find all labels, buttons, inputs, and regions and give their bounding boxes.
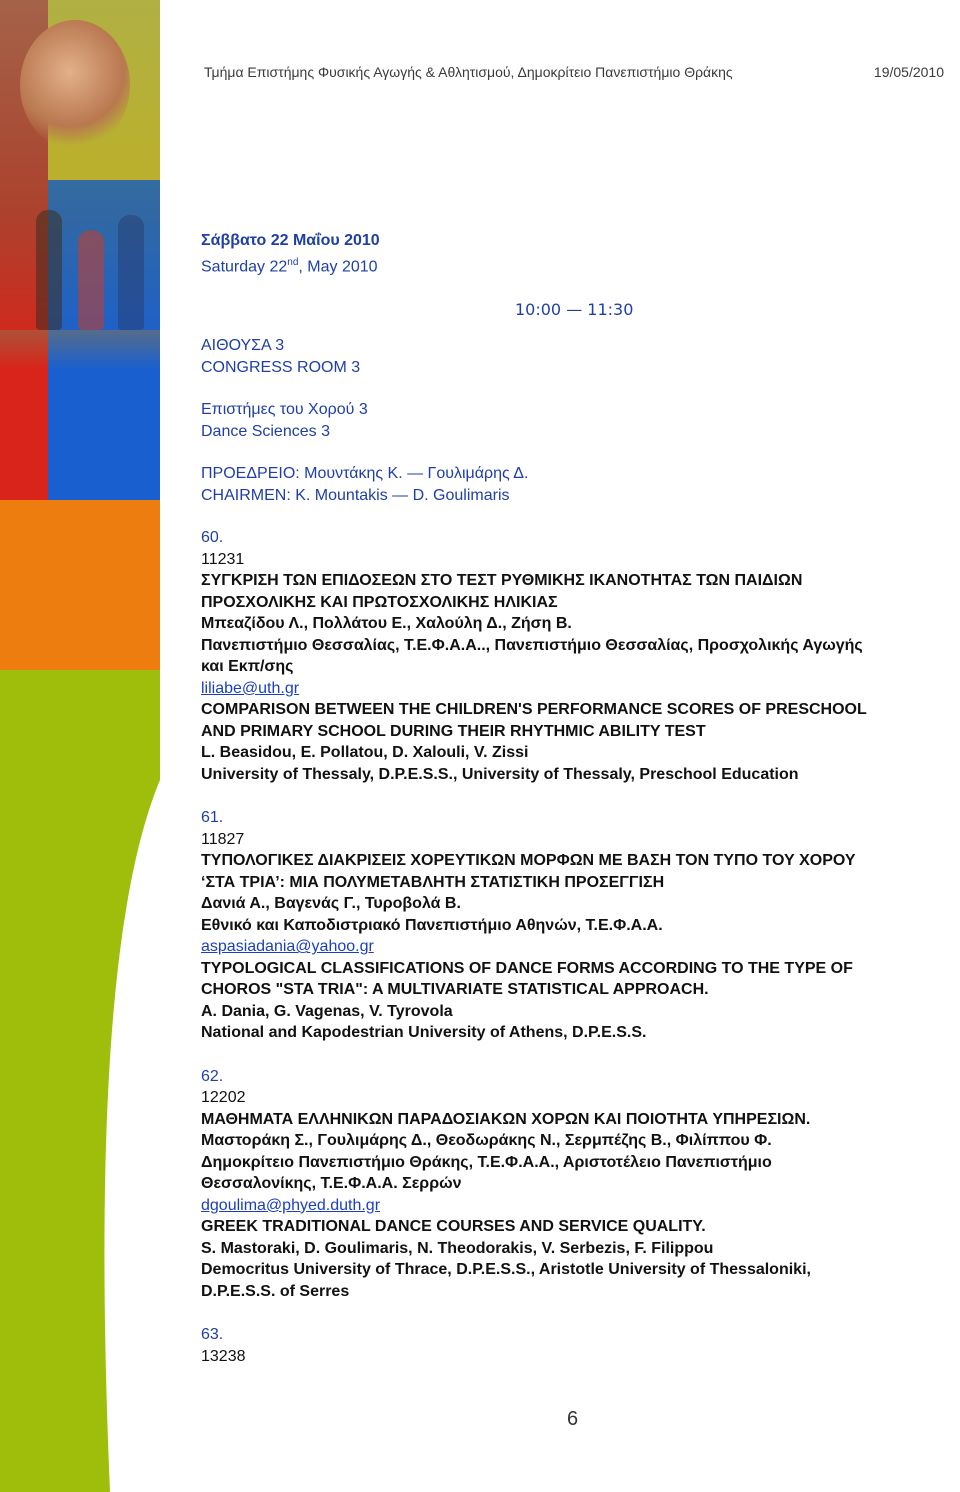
item-number: 63. <box>201 1326 224 1344</box>
abstract-item <box>201 1324 946 1367</box>
item-title-greek: ΤΥΠΟΛΟΓΙΚΕΣ ΔΙΑΚΡΙΣΕΙΣ ΧΟΡΕΥΤΙΚΩΝ ΜΟΡΦΩΝ ΜΕ ΒΑΣΗ ΤΟΝ ΤΥΠΟ ΤΟΥ ΧΟΡΟΥ <box>201 852 856 870</box>
header-institution: Τμήμα Επιστήμης Φυσικής Αγωγής & Αθλητισμού, Δημοκρίτειο Πανεπιστήμιο Θράκης <box>204 64 733 80</box>
page-header <box>204 64 944 80</box>
item-number: 61. <box>201 809 224 827</box>
ground <box>0 330 160 370</box>
session-day-english <box>201 252 946 278</box>
child-face <box>20 20 130 150</box>
item-email-link[interactable]: dgoulima@phyed.duth.gr <box>201 1196 381 1214</box>
decorative-side-panel <box>0 0 160 1492</box>
child-figure <box>78 230 104 330</box>
topic-english: Dance Sciences 3 <box>201 422 330 440</box>
item-title-english: COMPARISON BETWEEN THE CHILDREN'S PERFORMANCE SCORES OF PRESCHOOL <box>201 701 867 719</box>
item-affiliation-english: University of Thessaly, D.P.E.S.S., University of Thessaly, Preschool Education <box>201 765 799 783</box>
abstract-item <box>201 1066 946 1303</box>
item-code: 11231 <box>201 550 245 568</box>
item-affiliation-greek: και Εκπ/σης <box>201 658 294 676</box>
item-title-greek: ΠΡΟΣΧΟΛΙΚΗΣ ΚΑΙ ΠΡΩΤΟΣΧΟΛΙΚΗΣ ΗΛΙΚΙΑΣ <box>201 593 558 611</box>
session-content <box>201 230 946 1367</box>
room-greek: ΑΙΘΟΥΣΑ 3 <box>201 337 285 355</box>
item-affiliation-greek: Πανεπιστήμιο Θεσσαλίας, Τ.Ε.Φ.Α.Α.., Πανεπιστήμιο Θεσσαλίας, Προσχολικής Αγωγής <box>201 636 863 654</box>
item-affiliation-english: D.P.E.S.S. of Serres <box>201 1282 350 1300</box>
item-email-link[interactable]: liliabe@uth.gr <box>201 679 300 697</box>
item-title-greek: ΜΑΘΗΜΑΤΑ ΕΛΛΗΝΙΚΩΝ ΠΑΡΑΔΟΣΙΑΚΩΝ ΧΟΡΩΝ ΚΑΙ ΠΟΙΟΤΗΤΑ ΥΠΗΡΕΣΙΩΝ. <box>201 1110 811 1128</box>
header-date: 19/05/2010 <box>873 64 944 80</box>
children-photo <box>0 0 160 360</box>
white-wedge-shape <box>0 780 160 1492</box>
abstract-item <box>201 807 946 1044</box>
item-authors-greek: Δανιά Α., Βαγενάς Γ., Τυροβολά Β. <box>201 895 461 913</box>
orange-band <box>0 500 160 670</box>
chair-english: CHAIRMEN: K. Mountakis — D. Goulimaris <box>201 486 510 504</box>
item-code: 11827 <box>201 830 245 848</box>
item-number: 62. <box>201 1067 224 1085</box>
item-authors-english: L. Beasidou, E. Pollatou, D. Xalouli, V. Zissi <box>201 744 529 762</box>
item-title-english: CHOROS "STA TRIA": A MULTIVARIATE STATISTICAL APPROACH. <box>201 981 709 999</box>
item-affiliation-english: National and Kapodestrian University of Athens, D.P.E.S.S. <box>201 1024 647 1042</box>
item-title-greek: ‘ΣΤΑ ΤΡΙΑ’: ΜΙΑ ΠΟΛΥΜΕΤΑΒΛΗΤΗ ΣΤΑΤΙΣΤΙΚΗ ΠΡΟΣΕΓΓΙΣΗ <box>201 873 665 891</box>
item-title-english: TYPOLOGICAL CLASSIFICATIONS OF DANCE FORMS ACCORDING TO THE TYPE OF <box>201 959 853 977</box>
day-en-sup: nd <box>287 256 299 268</box>
session-time: 10:00 — 11:30 <box>515 300 634 319</box>
item-code: 12202 <box>201 1089 246 1107</box>
item-authors-greek: Μαστοράκη Σ., Γουλιμάρης Δ., Θεοδωράκης Ν., Σερμπέζης Β., Φιλίππου Φ. <box>201 1132 772 1150</box>
topic-greek: Επιστήμες του Χορού 3 <box>201 401 368 419</box>
abstract-item <box>201 527 946 785</box>
page-number: 6 <box>567 1408 579 1430</box>
item-title-greek: ΣΥΓΚΡΙΣΗ ΤΩΝ ΕΠΙΔΟΣΕΩΝ ΣΤΟ ΤΕΣΤ ΡΥΘΜΙΚΗΣ ΙΚΑΝΟΤΗΤΑΣ ΤΩΝ ΠΑΙΔΙΩΝ <box>201 572 803 590</box>
child-figure <box>36 210 62 330</box>
item-authors-english: S. Mastoraki, D. Goulimaris, N. Theodorakis, V. Serbezis, F. Filippou <box>201 1239 714 1257</box>
day-en-suffix: , May 2010 <box>298 257 378 275</box>
item-affiliation-english: Democritus University of Thrace, D.P.E.S.S., Aristotle University of Thessaloniki, <box>201 1261 811 1279</box>
item-affiliation-greek: Δημοκρίτειο Πανεπιστήμιο Θράκης, Τ.Ε.Φ.Α.Α., Αριστοτέλειο Πανεπιστήμιο <box>201 1153 772 1171</box>
chair-greek: ΠΡΟΕΔΡΕΙΟ: Μουντάκης Κ. — Γουλιμάρης Δ. <box>201 465 529 483</box>
day-en-prefix: Saturday 22 <box>201 257 288 275</box>
room-english: CONGRESS ROOM 3 <box>201 358 361 376</box>
item-affiliation-greek: Θεσσαλονίκης, Τ.Ε.Φ.Α.Α. Σερρών <box>201 1175 462 1193</box>
item-number: 60. <box>201 529 224 547</box>
item-code: 13238 <box>201 1347 246 1365</box>
item-email-link[interactable]: aspasiadania@yahoo.gr <box>201 938 374 956</box>
item-authors-greek: Μπεαζίδου Λ., Πολλάτου Ε., Χαλούλη Δ., Ζήση Β. <box>201 615 572 633</box>
child-figure <box>118 215 144 330</box>
item-affiliation-greek: Εθνικό και Καποδιστριακό Πανεπιστήμιο Αθηνών, Τ.Ε.Φ.Α.Α. <box>201 916 663 934</box>
session-day-greek: Σάββατο 22 Μαΐου 2010 <box>201 232 380 249</box>
item-authors-english: A. Dania, G. Vagenas, V. Tyrovola <box>201 1002 453 1020</box>
item-title-english: GREEK TRADITIONAL DANCE COURSES AND SERVICE QUALITY. <box>201 1218 706 1236</box>
item-title-english: AND PRIMARY SCHOOL DURING THEIR RHYTHMIC ABILITY TEST <box>201 722 706 740</box>
